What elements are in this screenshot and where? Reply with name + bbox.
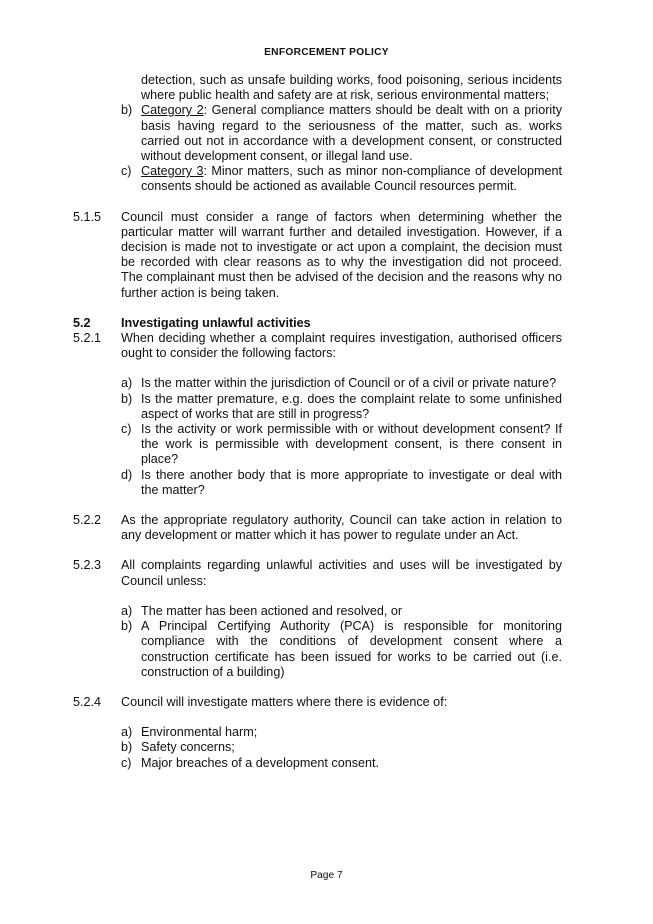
- list-label: c): [121, 164, 132, 179]
- section-5-2-heading: [73, 316, 562, 331]
- list-text: Is there another body that is more appropriate to investigate or deal with the matter?: [141, 467, 562, 497]
- section-text: When deciding whether a complaint requires investigation, authorised officers ought to consider the following factors:: [121, 331, 562, 361]
- list-text: : Minor matters, such as minor non-compliance of development consents should be actioned as available Council resources permit.: [141, 164, 562, 194]
- list-label: c): [121, 422, 132, 437]
- list-label: b): [121, 740, 133, 755]
- section-number: 5.2.3: [73, 558, 102, 573]
- section-5-2-3: [73, 558, 562, 588]
- list-item: [73, 756, 562, 771]
- list-text: The matter has been actioned and resolved, or: [141, 603, 403, 618]
- section-text: Council will investigate matters where there is evidence of:: [121, 694, 448, 709]
- section-number: 5.2.2: [73, 513, 102, 528]
- section-5-2-1: [73, 331, 562, 361]
- list-item: [73, 604, 562, 619]
- section-text: As the appropriate regulatory authority, Council can take action in relation to any development or matter which it has power to regulate under an Act.: [121, 513, 562, 543]
- list-text: Is the matter premature, e.g. does the complaint relate to some unfinished aspect of works that are still in progress?: [141, 391, 562, 421]
- section-5-2-2: [73, 513, 562, 543]
- section-5-1-5: [73, 210, 562, 301]
- page-number: Page 7: [310, 870, 343, 881]
- list-label: a): [121, 603, 133, 618]
- section-number: 5.2.4: [73, 694, 102, 709]
- list-text: Safety concerns;: [141, 740, 235, 755]
- list-item: [73, 103, 562, 164]
- section-number: 5.2: [73, 315, 91, 330]
- section-text: All complaints regarding unlawful activities and uses will be investigated by Council unless:: [121, 558, 562, 588]
- list-item: [73, 619, 562, 680]
- section-text: Council must consider a range of factors when determining whether the particular matter will warrant further and detailed investigation. However, if a decision is made not to investigate or act upon a complaint, the decision must be recorded with clear reasons as to why the investigation did not proceed. The complainant must then be advised of the decision and the reasons why no further action is being taken.: [121, 209, 562, 300]
- list-text: Major breaches of a development consent.: [141, 755, 380, 770]
- category-2-name: Category 2: [141, 103, 204, 118]
- continuation-text: detection, such as unsafe building works, food poisoning, serious incidents where public health and safety are at risk, serious environmental matters;: [141, 73, 562, 103]
- list-item: [73, 422, 562, 468]
- section-number: 5.1.5: [73, 209, 102, 224]
- section-title: Investigating unlawful activities: [121, 315, 311, 330]
- list-label: c): [121, 755, 132, 770]
- list-label: a): [121, 376, 133, 391]
- category-3-name: Category 3: [141, 164, 204, 179]
- list-item: [73, 468, 562, 498]
- list-text: Is the activity or work permissible with or without development consent? If the work is permissible with development consent, is there consent in place?: [141, 422, 562, 467]
- list-label: b): [121, 619, 133, 634]
- list-label: a): [121, 725, 133, 740]
- list-text: Environmental harm;: [141, 725, 258, 740]
- page-content: [73, 73, 562, 771]
- list-item: [73, 740, 562, 755]
- section-number: 5.2.1: [73, 331, 102, 346]
- list-item: [73, 376, 562, 391]
- list-item: [73, 164, 562, 194]
- list-item: [73, 392, 562, 422]
- list-text: : General compliance matters should be dealt with on a priority basis having regard to the seriousness of the matter, such as. works carried out not in accordance with a development consent, or constructed without development consent, or illegal land use.: [141, 103, 562, 164]
- list-text: A Principal Certifying Authority (PCA) is responsible for monitoring compliance with the conditions of development consent where a construction certificate has been issued for works to be carried out (i.e. construction of a building): [141, 619, 562, 679]
- list-label: b): [121, 391, 133, 406]
- list-label: b): [121, 103, 133, 118]
- list-text: Is the matter within the jurisdiction of Council or of a civil or private nature?: [141, 376, 557, 391]
- page-header: ENFORCEMENT POLICY: [264, 47, 389, 58]
- list-item: [73, 725, 562, 740]
- section-5-2-4: [73, 695, 562, 710]
- list-label: d): [121, 467, 133, 482]
